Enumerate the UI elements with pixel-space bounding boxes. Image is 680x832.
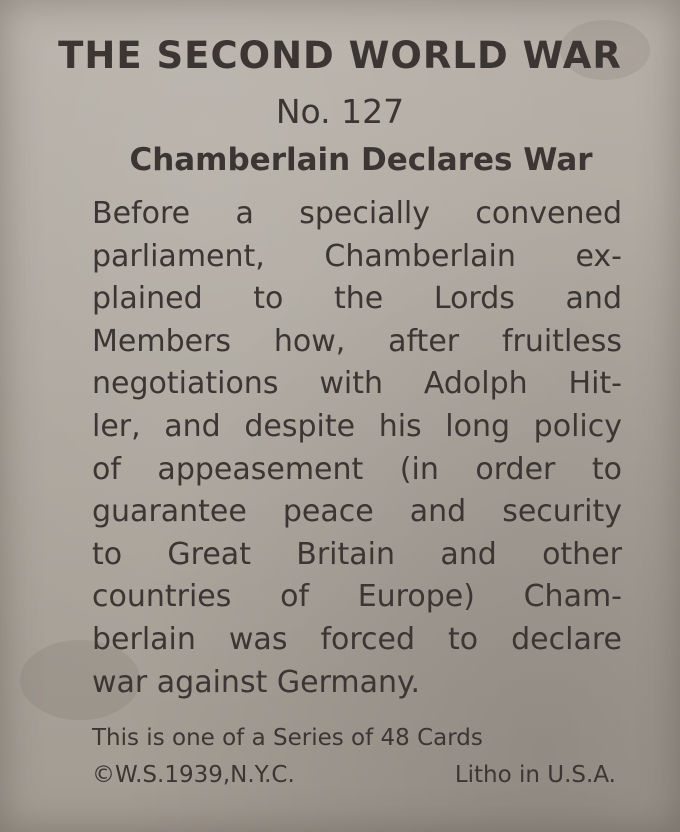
description-line: guarantee peace and security xyxy=(92,494,622,530)
description-line: Members how, after fruitless xyxy=(92,323,622,359)
print-note: Litho in U.S.A. xyxy=(454,762,616,788)
series-title: THE SECOND WORLD WAR xyxy=(58,34,622,77)
card-description xyxy=(92,193,622,704)
description-line: war against Germany. xyxy=(92,664,421,700)
description-line: berlain was forced to declare xyxy=(92,621,622,657)
copyright-line xyxy=(92,762,616,788)
description-line: countries of Europe) Cham- xyxy=(92,579,622,615)
description-line: Before a specially convened xyxy=(92,196,622,231)
copyright-notice: ©W.S.1939,N.Y.C. xyxy=(92,762,295,788)
description-line: negotiations with Adolph Hit- xyxy=(92,366,622,402)
description-line: to Great Britain and other xyxy=(92,536,622,572)
series-note: This is one of a Series of 48 Cards xyxy=(92,725,483,751)
description-line: of appeasement (in order to xyxy=(92,451,622,487)
card-heading: Chamberlain Declares War xyxy=(129,142,593,178)
description-line: parliament, Chamberlain ex- xyxy=(92,238,622,274)
card-number: No. 127 xyxy=(275,92,405,131)
description-line: ler, and despite his long policy xyxy=(92,408,622,444)
description-line: plained to the Lords and xyxy=(92,281,622,317)
